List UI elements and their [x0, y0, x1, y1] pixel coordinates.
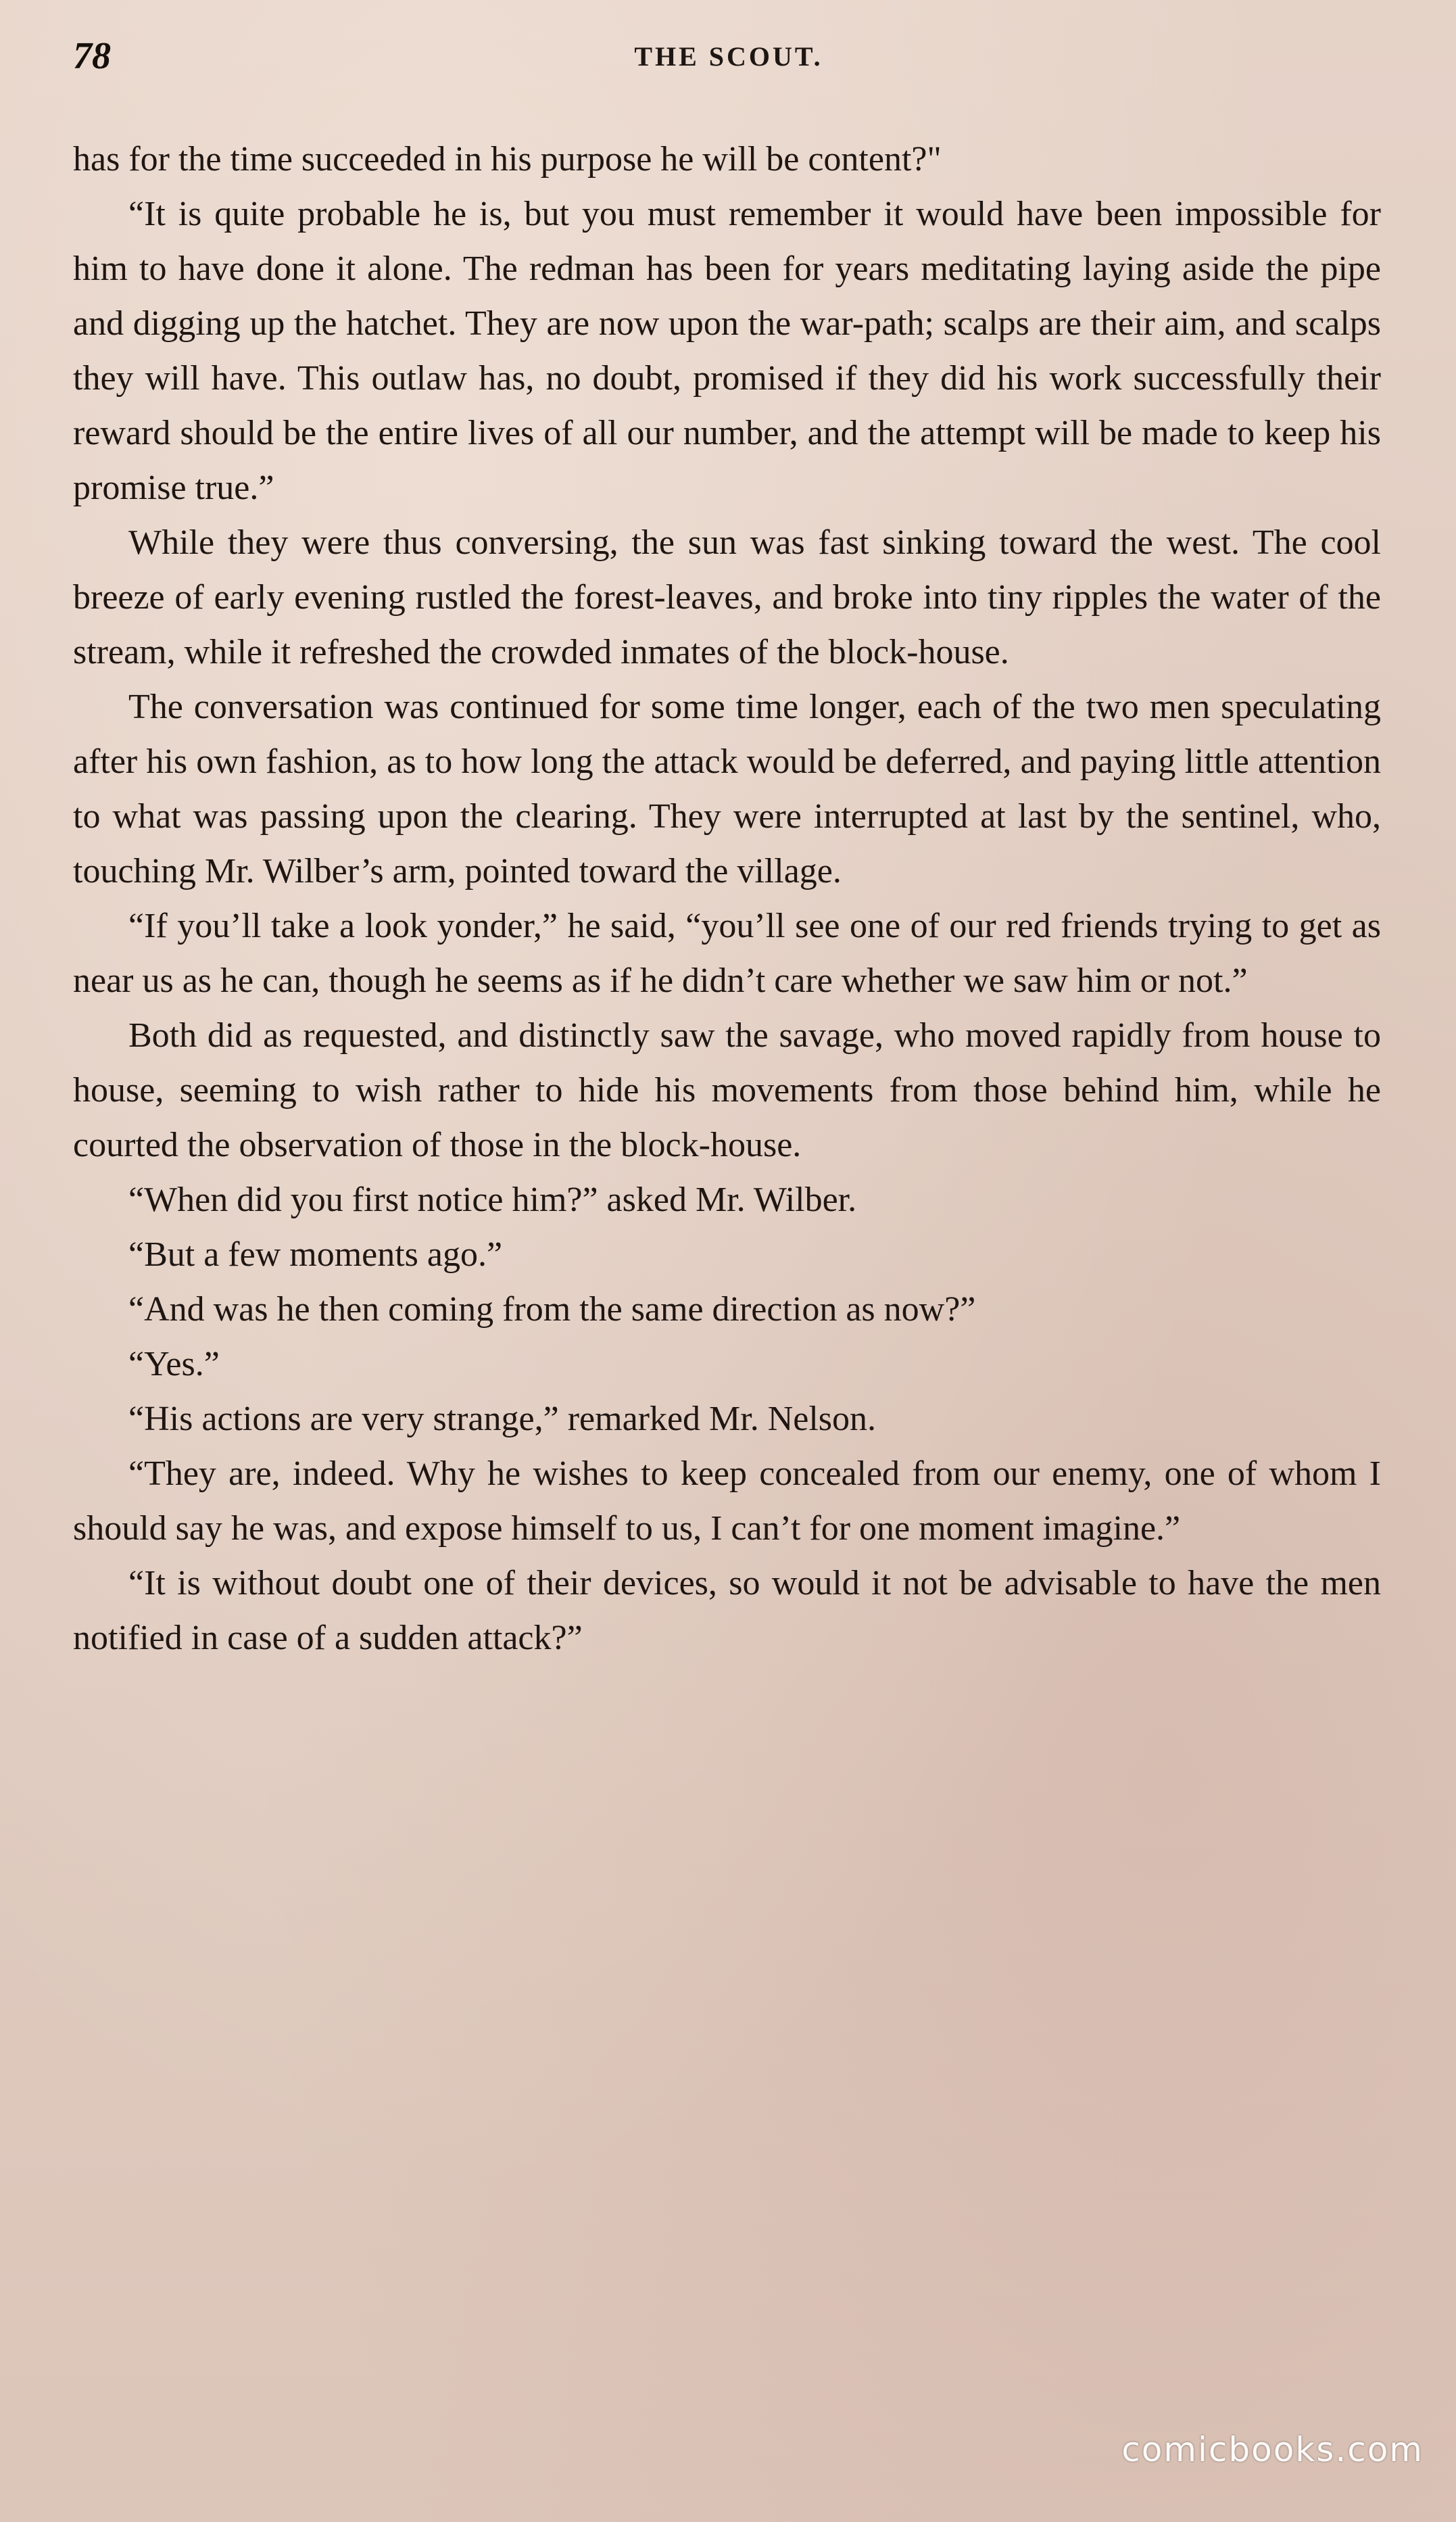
paragraph: “And was he then coming from the same direction as now?” [128, 1290, 976, 1329]
paragraph: The conversation was continued for some time longer, each of the two men speculating after his own fashion, as to how long the attack would be deferred, and paying little attention to what was passing upon the clearing. They were interrupted at last by the sentinel, who, touching Mr. Wilber’s arm, pointed toward the village. [73, 688, 1381, 890]
paragraph: “But a few moments ago.” [128, 1235, 503, 1274]
paragraph: “When did you first notice him?” asked Mr. Wilber. [128, 1181, 857, 1219]
body-text [73, 132, 1381, 1665]
paragraph: “It is quite probable he is, but you must remember it would have been impossible for him to have done it alone. The redman has been for years meditating laying aside the pipe and digging up the hatchet. They are now upon the war-path; scalps are their aim, and scalps they will have. This outlaw has, no doubt, promised if they did his work successfully their reward should be the entire lives of all our number, and the attempt will be made to keep his promise true.” [73, 195, 1381, 507]
watermark: comicbooks.com [1121, 2430, 1424, 2469]
paragraph-continuation: has for the time succeeded in his purpose he will be content?" [73, 140, 942, 179]
running-title: THE SCOUT. [634, 41, 823, 72]
paragraph: “Yes.” [128, 1345, 220, 1383]
paragraph: “If you’ll take a look yonder,” he said, “you’ll see one of our red friends trying to get as near us as he can, though he seems as if he didn’t care whether we saw him or not.” [73, 907, 1381, 1000]
paragraph: “His actions are very strange,” remarked Mr. Nelson. [128, 1400, 877, 1438]
paragraph: Both did as requested, and distinctly saw the savage, who moved rapidly from house to house, seeming to wish rather to hide his movements from those behind him, while he courted the observation of those in the block-house. [73, 1016, 1381, 1164]
paragraph: “They are, indeed. Why he wishes to keep concealed from our enemy, one of whom I should say he was, and expose himself to us, I can’t for one moment imagine.” [73, 1454, 1381, 1548]
page-number: 78 [73, 35, 111, 77]
paragraph: “It is without doubt one of their devices, so would it not be advisable to have the men notified in case of a sudden attack?” [73, 1564, 1381, 1657]
running-head [73, 32, 1384, 87]
paragraph: While they were thus conversing, the sun was fast sinking toward the west. The cool breeze of early evening rustled the forest-leaves, and broke into tiny ripples the water of the stream, while it refreshed the crowded inmates of the block-house. [73, 523, 1381, 671]
